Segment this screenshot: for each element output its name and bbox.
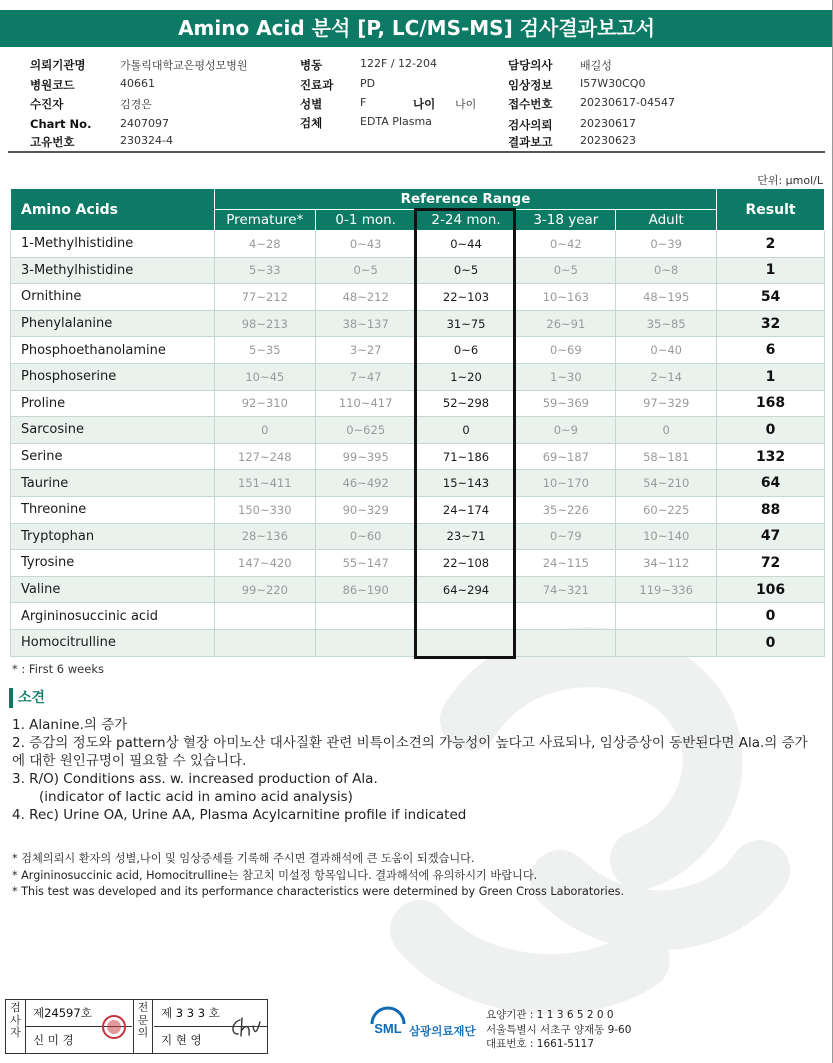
reference-m2-24: 15~143 bbox=[416, 470, 516, 497]
amino-acid-rows bbox=[11, 231, 825, 657]
table-row bbox=[11, 550, 825, 577]
reference-m2-24 bbox=[416, 629, 516, 656]
age-value: 나이 bbox=[455, 98, 477, 111]
reference-premature bbox=[214, 629, 315, 656]
reference-premature: 0 bbox=[214, 417, 315, 444]
unique-no-label: 고유번호 bbox=[30, 135, 75, 149]
reference-m2-24: 31~75 bbox=[416, 310, 516, 337]
table-row bbox=[11, 363, 825, 390]
reference-premature: 5~35 bbox=[214, 337, 315, 364]
reference-premature: 92~310 bbox=[214, 390, 315, 417]
specialist-name: 지 현 영 bbox=[161, 1033, 202, 1047]
reference-m0-1: 0~5 bbox=[315, 257, 416, 284]
dept-label: 진료과 bbox=[300, 78, 334, 92]
inspector-license: 제24597호 bbox=[33, 1006, 92, 1020]
institution-label: 의뢰기관명 bbox=[30, 58, 86, 72]
age-label: 나이 bbox=[413, 97, 436, 111]
hospital-code-label: 병원코드 bbox=[30, 78, 75, 92]
reference-premature bbox=[214, 603, 315, 630]
reference-adult: 35~85 bbox=[616, 310, 717, 337]
reference-adult: 0 bbox=[616, 417, 717, 444]
reference-premature: 127~248 bbox=[214, 443, 315, 470]
reference-adult: 10~140 bbox=[616, 523, 717, 550]
premature-footnote: * : First 6 weeks bbox=[12, 662, 104, 676]
reference-m0-1 bbox=[315, 629, 416, 656]
result-value: 168 bbox=[717, 390, 825, 417]
footnote-line: * This test was developed and its performance characteristics were determined by Green Cross Laboratories. bbox=[12, 885, 625, 898]
amino-acid-name: Taurine bbox=[11, 470, 215, 497]
reference-premature: 28~136 bbox=[214, 523, 315, 550]
reference-y3-18: 0~79 bbox=[516, 523, 616, 550]
table-row bbox=[11, 390, 825, 417]
reference-m0-1: 99~395 bbox=[315, 443, 416, 470]
reference-m0-1: 38~137 bbox=[315, 310, 416, 337]
reference-premature: 77~212 bbox=[214, 284, 315, 311]
unit-label: 단위: μmol/L bbox=[757, 174, 823, 187]
col-3-18-year: 3-18 year bbox=[516, 210, 616, 231]
findings-title: 소견 bbox=[9, 688, 45, 708]
table-row bbox=[11, 470, 825, 497]
doctor-value: 배길성 bbox=[580, 59, 612, 72]
specimen-label: 검체 bbox=[300, 116, 323, 130]
reference-premature: 151~411 bbox=[214, 470, 315, 497]
report-date-value: 20230623 bbox=[580, 134, 636, 147]
clinical-info-value: I57W30CQ0 bbox=[580, 77, 646, 90]
result-value: 0 bbox=[717, 603, 825, 630]
reference-adult: 2~14 bbox=[616, 363, 717, 390]
reference-premature: 99~220 bbox=[214, 576, 315, 603]
reference-adult bbox=[616, 603, 717, 630]
table-row bbox=[11, 337, 825, 364]
inspector-name: 신 미 경 bbox=[33, 1033, 74, 1047]
amino-acid-name: Phenylalanine bbox=[11, 310, 215, 337]
finding-line: 2. 증감의 정도와 pattern상 혈장 아미노산 대사질환 관련 비특이소견의 가능성이 높다고 사료되나, 임상증상이 동반된다면 Ala.의 증가에 대한 원인규명이 필요할 수 있습니다. bbox=[12, 735, 808, 769]
ward-label: 병동 bbox=[300, 58, 323, 72]
request-date-value: 20230617 bbox=[580, 117, 636, 130]
reference-y3-18: 24~115 bbox=[516, 550, 616, 577]
report-footnotes bbox=[12, 851, 822, 901]
reference-y3-18: 74~321 bbox=[516, 576, 616, 603]
reference-m2-24 bbox=[416, 603, 516, 630]
table-row bbox=[11, 257, 825, 284]
amino-acid-name: Argininosuccinic acid bbox=[11, 603, 215, 630]
footnote-line: * 검체의뢰시 환자의 성별,나이 및 임상증세를 기록해 주시면 결과해석에 큰 도움이 되겠습니다. bbox=[12, 852, 475, 865]
reference-y3-18: 0~69 bbox=[516, 337, 616, 364]
reference-y3-18: 0~9 bbox=[516, 417, 616, 444]
reference-m2-24: 64~294 bbox=[416, 576, 516, 603]
reference-adult: 97~329 bbox=[616, 390, 717, 417]
table-row bbox=[11, 284, 825, 311]
reference-m0-1: 3~27 bbox=[315, 337, 416, 364]
institution-value: 가톨릭대학교은평성모병원 bbox=[120, 59, 248, 72]
inspector-label: 검사자 bbox=[6, 1000, 26, 1053]
result-value: 1 bbox=[717, 257, 825, 284]
reference-m2-24: 71~186 bbox=[416, 443, 516, 470]
result-value: 0 bbox=[717, 417, 825, 444]
receipt-no-label: 접수번호 bbox=[508, 97, 553, 111]
amino-acid-name: Phosphoethanolamine bbox=[11, 337, 215, 364]
col-premature: Premature* bbox=[214, 210, 315, 231]
amino-acid-name: 3-Methylhistidine bbox=[11, 257, 215, 284]
hospital-code-value: 40661 bbox=[120, 77, 155, 90]
col-0-1-mon: 0-1 mon. bbox=[315, 210, 416, 231]
reference-adult bbox=[616, 629, 717, 656]
reference-adult: 48~195 bbox=[616, 284, 717, 311]
result-value: 47 bbox=[717, 523, 825, 550]
reference-m0-1: 46~492 bbox=[315, 470, 416, 497]
reference-m0-1: 110~417 bbox=[315, 390, 416, 417]
reference-m2-24: 52~298 bbox=[416, 390, 516, 417]
reference-y3-18: 10~163 bbox=[516, 284, 616, 311]
result-value: 132 bbox=[717, 443, 825, 470]
info-divider bbox=[8, 151, 825, 153]
recipient-value: 김경은 bbox=[120, 98, 152, 111]
finding-line: 4. Rec) Urine OA, Urine AA, Plasma Acylcarnitine profile if indicated bbox=[12, 807, 467, 823]
report-title: Amino Acid 분석 [P, LC/MS-MS] 검사결과보고서 bbox=[0, 10, 833, 47]
col-2-24-mon: 2-24 mon. bbox=[416, 210, 516, 231]
amino-acid-name: Homocitrulline bbox=[11, 629, 215, 656]
logo-text: SML bbox=[374, 1021, 402, 1036]
sex-value: F bbox=[360, 96, 367, 109]
table-row bbox=[11, 629, 825, 656]
amino-acid-name: Threonine bbox=[11, 496, 215, 523]
specialist-license: 제 3 3 3 호 bbox=[161, 1006, 220, 1020]
recipient-label: 수진자 bbox=[30, 97, 64, 111]
amino-acid-table bbox=[10, 188, 825, 657]
organization-phone: 대표번호 : 1661-5117 bbox=[486, 1038, 595, 1050]
receipt-no-value: 20230617-04547 bbox=[580, 96, 675, 109]
result-value: 72 bbox=[717, 550, 825, 577]
reference-m2-24: 1~20 bbox=[416, 363, 516, 390]
organization-name: 삼광의료재단 bbox=[409, 1024, 476, 1038]
reference-y3-18: 10~170 bbox=[516, 470, 616, 497]
result-value: 6 bbox=[717, 337, 825, 364]
table-row bbox=[11, 576, 825, 603]
reference-m2-24: 23~71 bbox=[416, 523, 516, 550]
col-result: Result bbox=[717, 189, 825, 231]
table-row bbox=[11, 523, 825, 550]
amino-acid-name: Tyrosine bbox=[11, 550, 215, 577]
reference-premature: 10~45 bbox=[214, 363, 315, 390]
specialist-signature-icon bbox=[228, 1014, 262, 1040]
unique-no-value: 230324-4 bbox=[120, 134, 173, 147]
reference-adult: 54~210 bbox=[616, 470, 717, 497]
table-row bbox=[11, 231, 825, 258]
reference-y3-18: 35~226 bbox=[516, 496, 616, 523]
result-value: 2 bbox=[717, 231, 825, 258]
reference-premature: 98~213 bbox=[214, 310, 315, 337]
reference-y3-18: 1~30 bbox=[516, 363, 616, 390]
reference-m0-1: 7~47 bbox=[315, 363, 416, 390]
amino-acid-name: Ornithine bbox=[11, 284, 215, 311]
reference-y3-18 bbox=[516, 629, 616, 656]
inspector-seal-icon bbox=[101, 1014, 127, 1040]
reference-y3-18: 0~42 bbox=[516, 231, 616, 258]
reference-m2-24: 0 bbox=[416, 417, 516, 444]
organization-address: 서울특별시 서초구 양재동 9-60 bbox=[486, 1023, 632, 1036]
reference-premature: 147~420 bbox=[214, 550, 315, 577]
result-value: 88 bbox=[717, 496, 825, 523]
reference-m0-1: 0~625 bbox=[315, 417, 416, 444]
reference-adult: 119~336 bbox=[616, 576, 717, 603]
reference-premature: 5~33 bbox=[214, 257, 315, 284]
amino-acid-name: Tryptophan bbox=[11, 523, 215, 550]
result-value: 1 bbox=[717, 363, 825, 390]
reference-adult: 58~181 bbox=[616, 443, 717, 470]
organization-info bbox=[486, 1008, 631, 1052]
table-row bbox=[11, 417, 825, 444]
reference-m2-24: 0~6 bbox=[416, 337, 516, 364]
result-value: 0 bbox=[717, 629, 825, 656]
clinical-info-label: 임상정보 bbox=[508, 78, 553, 92]
amino-acid-name: Serine bbox=[11, 443, 215, 470]
reference-adult: 60~225 bbox=[616, 496, 717, 523]
care-institution-no: 요양기관 : 1 1 3 6 5 2 0 0 bbox=[486, 1009, 614, 1021]
patient-info-block bbox=[0, 55, 833, 151]
amino-acid-name: Sarcosine bbox=[11, 417, 215, 444]
sex-label: 성별 bbox=[300, 97, 323, 111]
finding-line: 1. Alanine.의 증가 bbox=[12, 717, 128, 733]
sml-logo-icon bbox=[368, 1004, 408, 1044]
finding-line: (indicator of lactic acid in amino acid analysis) bbox=[39, 789, 353, 805]
amino-acid-name: Valine bbox=[11, 576, 215, 603]
doctor-label: 담당의사 bbox=[508, 58, 553, 72]
reference-adult: 0~40 bbox=[616, 337, 717, 364]
signature-box bbox=[5, 999, 268, 1054]
reference-m0-1: 48~212 bbox=[315, 284, 416, 311]
col-amino-acids: Amino Acids bbox=[11, 189, 215, 231]
table-row bbox=[11, 603, 825, 630]
reference-m0-1: 90~329 bbox=[315, 496, 416, 523]
reference-y3-18: 69~187 bbox=[516, 443, 616, 470]
result-value: 106 bbox=[717, 576, 825, 603]
reference-adult: 34~112 bbox=[616, 550, 717, 577]
reference-m2-24: 0~5 bbox=[416, 257, 516, 284]
reference-m0-1: 55~147 bbox=[315, 550, 416, 577]
ward-value: 122F / 12-204 bbox=[360, 57, 437, 70]
finding-line: 3. R/O) Conditions ass. w. increased production of Ala. bbox=[12, 771, 378, 787]
reference-adult: 0~39 bbox=[616, 231, 717, 258]
reference-premature: 4~28 bbox=[214, 231, 315, 258]
reference-y3-18: 0~5 bbox=[516, 257, 616, 284]
table-row bbox=[11, 496, 825, 523]
specimen-value: EDTA Plasma bbox=[360, 115, 432, 128]
request-date-label: 검사의뢰 bbox=[508, 118, 553, 132]
reference-y3-18: 26~91 bbox=[516, 310, 616, 337]
reference-m0-1: 86~190 bbox=[315, 576, 416, 603]
reference-adult: 0~8 bbox=[616, 257, 717, 284]
col-adult: Adult bbox=[616, 210, 717, 231]
col-reference-range: Reference Range bbox=[214, 189, 716, 210]
result-value: 64 bbox=[717, 470, 825, 497]
table-row bbox=[11, 443, 825, 470]
result-value: 54 bbox=[717, 284, 825, 311]
amino-acid-name: Phosphoserine bbox=[11, 363, 215, 390]
reference-m2-24: 24~174 bbox=[416, 496, 516, 523]
table-row bbox=[11, 310, 825, 337]
chart-no-label: Chart No. bbox=[30, 117, 92, 131]
findings-list bbox=[12, 716, 817, 824]
result-value: 32 bbox=[717, 310, 825, 337]
reference-premature: 150~330 bbox=[214, 496, 315, 523]
dept-value: PD bbox=[360, 77, 376, 90]
reference-m2-24: 0~44 bbox=[416, 231, 516, 258]
reference-m2-24: 22~103 bbox=[416, 284, 516, 311]
reference-m0-1: 0~43 bbox=[315, 231, 416, 258]
reference-y3-18 bbox=[516, 603, 616, 630]
footnote-line: * Argininosuccinic acid, Homocitrulline는 참고치 미설정 항목입니다. 결과해석에 유의하시기 바랍니다. bbox=[12, 868, 538, 882]
reference-y3-18: 59~369 bbox=[516, 390, 616, 417]
amino-acid-name: 1-Methylhistidine bbox=[11, 231, 215, 258]
report-date-label: 결과보고 bbox=[508, 135, 553, 149]
amino-acid-name: Proline bbox=[11, 390, 215, 417]
reference-m0-1 bbox=[315, 603, 416, 630]
reference-m0-1: 0~60 bbox=[315, 523, 416, 550]
chart-no-value: 2407097 bbox=[120, 117, 169, 130]
reference-m2-24: 22~108 bbox=[416, 550, 516, 577]
specialist-label: 전문의 bbox=[133, 1000, 153, 1053]
